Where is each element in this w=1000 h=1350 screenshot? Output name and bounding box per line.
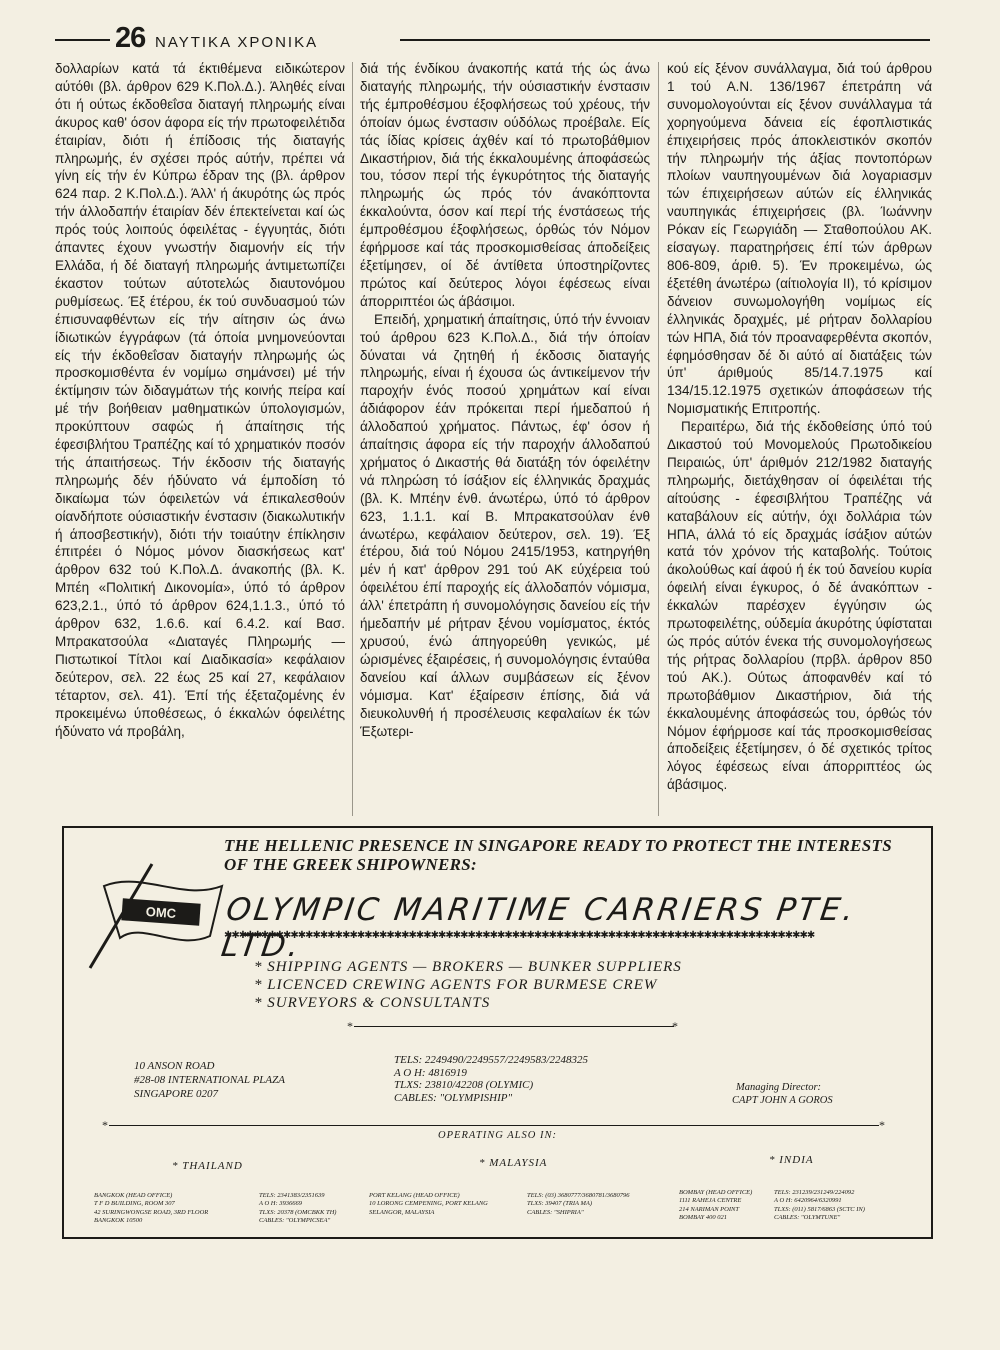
star-rule: ✱✱✱✱✱✱✱✱✱✱✱✱✱✱✱✱✱✱✱✱✱✱✱✱✱✱✱✱✱✱✱✱✱✱✱✱✱✱✱✱✱✱✱✱✱✱✱✱✱✱✱✱✱✱✱✱✱✱✱✱✱✱✱✱✱✱✱✱✱✱✱✱✱✱✱✱✱✱✱✱ (224, 930, 815, 941)
article-column-2 (360, 60, 650, 820)
company-flag-logo (82, 846, 232, 976)
header-rule-left (55, 39, 110, 41)
publication-title: ΝΑΥΤΙΚΑ ΧΡΟΝΙΚΑ (155, 34, 319, 51)
service-item: * SHIPPING AGENTS — BROKERS — BUNKER SUPPLIERS (254, 959, 682, 975)
star-ornament: * (672, 1019, 678, 1033)
region-thailand: * THAILAND (172, 1160, 243, 1172)
service-item: * LICENCED CREWING AGENTS FOR BURMESE CREW (254, 977, 658, 993)
singapore-address: 10 ANSON ROAD #28-08 INTERNATIONAL PLAZA SINGAPORE 0207 (134, 1060, 285, 1100)
managing-director: Managing Director: CAPT JOHN A GOROS (732, 1082, 833, 1106)
column-divider (658, 62, 659, 816)
star-ornament: * (102, 1118, 108, 1132)
paragraph: κού είς ξένον συνάλλαγμα, διά τού άρθρου 1 τού Α.Ν. 136/1967 έπετράπη νά συνομολογούνται είς ξένον συνάλλαγμα τά χορηγούμενα δάνεια είς έφοπλιστικάς έπιχειρήσεις πρός άποκλειστικόν σκοπόν τήν πληρωμήν τής άξίας ποντοπόρων πλοίων ναυπηγουμένων διά λογαριασμν τών έπιχειρήσεων αύτών είς έλληνικάς ναυπηγικάς έπιχειρήσεις (βλ. Ίωάννην Ρόκαν είς Γεωργιάδη — Σταθοπούλου ΑΚ. είσαγωγ. παρατηρήσεις έπί τών άρθρων 806-809, άριθ. 5). Έν προκειμένω, ώς έξετέθη άνωτέρω (αίτιολογία ΙΙ), τό κρίσιμον δάνειον συνωμολογήθη νομίμως είς έλληνικάς δραχμές, μέ ρήτραν δολλαρίου τών ΗΠΑ, διά τόν προαναφερθέντα σκοπόν, έφημόσθησαν δέ δι αύτό αί διατάξεις τών ύπ' άριθμούς 85/14.7.1975 καί 134/15.12.1975 σχετικών άποφάσεων τής Νομισματικής Επιτροπής. (667, 61, 932, 417)
advertisement (62, 826, 933, 1239)
paragraph: διά τής ένδίκου άνακοπής κατά τής ώς άνω διαταγής πληρωμής, τήν ούσιαστικήν ένστασιν τής έμπροθέσμου έξοφλήσεως τού χρέους, τήν όποίαν όμως ένστασιν ούδόλως προέβαλε. Είς τάς ίδίας κρίσεις άχθέν καί τό πρωτοβάθμιον Δικαστήριον, διά τής έκκαλουμένης άποφάσεώς του, τόσον περί τής έγκυρότητος τής διαταγής πληρωμής ώς πρός τόν άνακόπτοντα έκκαλούντα, όσον καί περί τής ένστάσεως τής έμπροθέσμου έξοφλήσεως, όρθώς τόν Νόμον έφήρμοσε καί τάς προσκομισθείσας άποδείξεις έξετίμησεν, οί δέ άντίθετα ύποστηρίζοντες πρώτος καί δεύτερος λόγοι έφέσεως είναι άπορριπτέοι ώς άβάσιμοι. (360, 61, 650, 309)
column-divider (352, 62, 353, 816)
ad-headline: THE HELLENIC PRESENCE IN SINGAPORE READY TO PROTECT THE INTERESTS OF THE GREEK SHIPOWNERS: (224, 836, 892, 874)
paragraph: Περαιτέρω, διά τής έκδοθείσης ύπό τού Δικαστού τού Μονομελούς Πρωτοδικείου Πειραιώς, ύπ' άριθμόν 212/1982 διαταγής πληρωμής, διετάχθησαν οί όφειλέται τής αίτούσης - έφεσιβλήτου Τραπέζης νά καταβάλουν είς αύτήν, όχι δολλάρια τών ΗΠΑ, άλλά τό είς δραχμάς ίσάξιον αύτών κατά τόν χρόνον τής καταβολής. Τούτοις άκολούθως καί άφού ή έκ τού δανείου κυρία όφειλή είναι έγκυρος, ό δέ άνακόπτων - έκκαλών παρέσχεν έγγύησιν ώς πρωτοφειλέτης, ούδεμία άκυρότης ύφίσταται ώς πρός αύτόν ένεκα τής συνομολογήσεως τής ρήτρας δολλαρίου (πρβλ. άρθρον 850 τού ΑΚ.). Ούτως άποφανθέν καί τό πρωτοβάθμιον Δικαστήριον, διά τής έκκαλουμένης άποφάσεώς του, όρθώς τόν Νόμον έφήρμοσε καί τάς προσκομισθείσας άποδείξεις έξετίμησεν, ό δέ σχετικός τρίτος λόγος έφέσεως είναι άπορριπτέος ώς άβάσιμος. (667, 419, 932, 793)
region-malaysia: * MALAYSIA (479, 1157, 548, 1169)
divider (354, 1026, 674, 1027)
office-malaysia: PORT KELANG (HEAD OFFICE) 10 LORONG CEMPENING, PORT KELANG SELANGOR, MALAYSIA TELS: (03) 3680777/3680781/3680796 TLXS: 39407 (TRIA MA) CABLES: "SHIPRIA" (369, 1192, 630, 1216)
page-header (55, 22, 930, 56)
region-india: * INDIA (769, 1154, 814, 1166)
header-rule-right (400, 39, 930, 41)
article-column-3 (667, 60, 932, 820)
company-name: OLYMPIC MARITIME CARRIERS PTE. LTD. (218, 892, 859, 964)
service-item: * SURVEYORS & CONSULTANTS (254, 995, 491, 1011)
divider (109, 1125, 879, 1126)
services-list (254, 958, 894, 1012)
operating-also-in: OPERATING ALSO IN: (438, 1130, 557, 1141)
paragraph: Επειδή, χρηματική άπαίτησις, ύπό τήν έννοιαν τού άρθρου 623 Κ.Πολ.Δ., διά τήν όποίαν δύναται νά ζητηθή ή έκδοσις διαταγής πληρωμής, είναι ή έχουσα ώς άντικείμενον τήν παροχήν ένός ποσού χρημάτων καί είναι άδιάφορον έάν πρόκειται περί ήμεδαπού ή άλλοδαπού χρήματος. Πάντως, έφ' όσον ή άπαίτησις άφορα είς τήν παροχήν άλλοδαπού χρήματος ό Δικαστής θά διατάξη τόν όφειλέτην νά πληρώση τό ίσάξιον είς έλληνικάς δραχμάς (βλ. Κ. Μπέην ένθ. άνωτέρω, ύπό τό άρθρον 623, 1.1.1. καί Β. Μπρακατσούλαν ένθ άνωτέρω, κεφάλαιον δεύτερον, σελ. 19). Έξ έτέρου, διά τού Νόμου 2415/1953, κατηργήθη μέν ή κατ' άρθρον 291 τού ΑΚ εύχέρεια τού όφειλέτου έπί παροχής είς άλλοδαπόν νόμισμα, άλλ' έπετράπη ή συνομολόγησις δανείου είς τήν ήμεδαπήν μέ ρήτραν ξένου νομίσματος, έκτός χρυσού, ένώ άπηγορεύθη γενικώς, μέ ώρισμένες έξαιρέσεις, ή συνομολόγησις ένταύθα δανείου καί άλλων συμβάσεων είς ξένον νόμισμα. Κατ' έξαίρεσιν έπίσης, διά νά διευκολυνθή ή προσέλευσις κεφαλαίων έκ τών Έξωτερι- (360, 311, 650, 739)
page-number: 26 (115, 22, 146, 54)
office-thailand: BANGKOK (HEAD OFFICE) T F D BUILDING, ROOM 307 42 SURINGWONGSE ROAD, 3RD FLOOR BANGKOK 10500 TELS: 2341383/2351639 A O H: 3936669 TLXS: 20378 (OMCBKK TH) CABLES: "OLYMPICSEA" (94, 1192, 337, 1224)
article-column-1 (55, 60, 345, 820)
singapore-contacts: TELS: 2249490/2249557/2249583/2248325 A O H: 4816919 TLXS: 23810/42208 (OLYMIC) CABLES: "OLYMPISHIP" (394, 1054, 589, 1104)
paragraph: δολλαρίων κατά τά έκτιθέμενα ειδικώτερον αύτόθι (βλ. άρθρον 629 Κ.Πολ.Δ.). Άληθές είναι ότι ή ούτως έκδοθεΐσα διαταγή πληρωμής είναι άκυρος καθ' όσον άφορα είς τήν πρωτοφειλέτιδα έταιρίαν, διότι ή έπίδοσις τής διαταγής πληρωμής, έν σχέσει πρός αύτήν, πρέπει νά γίνη είς τήν έν Κύπρω έδραν της (βλ. άρθρον 624 παρ. 2 Κ.Πολ.Δ.). Άλλ' ή άκυρότης ώς πρός τήν άλλοδαπήν έταιρίαν δέν έπεκτείνεται καί ώς πρός τούς λοιπούς όφειλέτας - έγγυητάς, διότι άπαντες έχουν γνωστήν διαμονήν είς τήν Ελλάδα, ή δέ διαταγή πληρωμής άντιμετωπίζει έκαστον τούτων αύτοτελώς διαυτονόμου ρυθμίσεως. Έξ έτέρου, έκ τού συνδυασμού τών έπισυναφθέντων είς τήν αίτησιν ώς άνω ίδιωτικών έγγράφων (τά όποία μνημονεύονται είς τήν έκδοθεΐσαν διαταγήν πληρωμής ώς προσκομισθέντα έν νομίμω σημάνσει) μέ τήν έκτίμησιν τών διδαγμάτων τής κοινής πείρα καί μέ τήν βοήθειαν μαθηματικών ύπολογισμών, προκύπτουν σαφώς ή άπαίτησις τής έφεσιβλήτου Τραπέζης καί τό χρηματικόν ποσόν τής άπαιτήσεως. Τήν έκδοσιν τής διαταγής πληρωμής δέν ήδύνατο νά έμποδίση τό δικαίωμα τών όφειλετών νά έπικαλεσθούν οίανδήποτε ούσιαστικήν ένστασιν (διακωλυτικήν ή άποσβεστικήν), διότι τήν τοιαύτην έπίκλησιν έπιτρέει ό Νόμος μόνον διασκήσεως κατ' άρθρον 632 τού Κ.Πολ.Δ. άνακοπής (βλ. Κ. Μπέη «Πολιτική Δικονομία», ύπό τό άρθρον 623,2.1., ύπό τό άρθρον 624,1.1.3., ύπό τό άρθρον 632, 1.6.6. καί 6.4.2. καί Βασ. Μπρακατσούλα «Διαταγές Πληρωμής — Πιστωτικοί Τίτλοι καί Διαδικασία» κεφάλαιον δεύτερον, σελ. 22 έως 25 καί 27, κεφάλαιον τέταρτον, σελ. 41). Έπί τής έξεταζομένης έν προκειμένω ύποθέσεως, ό έκκαλών όφειλέτης ήδύνατο νά προβάλη, (55, 61, 345, 739)
star-ornament: * (879, 1118, 885, 1132)
flag-text: OMC (145, 903, 177, 922)
star-ornament: * (347, 1019, 353, 1033)
office-india: BOMBAY (HEAD OFFICE) 1111 RAHEJA CENTRE 214 NARIMAN POINT BOMBAY 400 021 TELS: 231239/231249/224092 A O H: 6420964/6320991 TLXS: (011) 5817/6863 (SCTC IN) CABLES: "OLYMTUNE" (679, 1189, 865, 1221)
